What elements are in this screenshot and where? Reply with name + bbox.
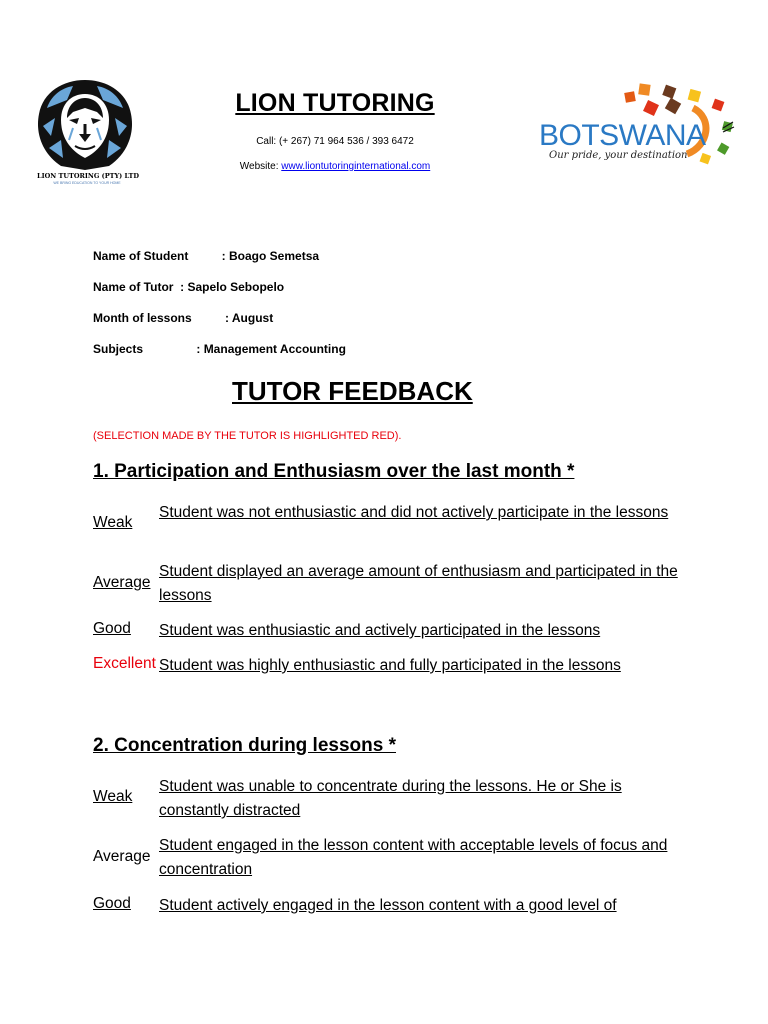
rating-label: Good xyxy=(93,895,131,912)
website-label: Website: xyxy=(239,161,279,172)
rating-label-selected: Excellent xyxy=(93,655,156,672)
rating-label: Good xyxy=(93,620,131,637)
lion-icon xyxy=(33,78,137,172)
feedback-title: TUTOR FEEDBACK xyxy=(232,376,473,406)
rating-description: Student displayed an average amount of enthusiasm and participated in the lessons xyxy=(159,563,678,604)
section-heading: 1. Participation and Enthusiasm over the last month * xyxy=(93,461,575,482)
tutor-name: Name of Tutor : Sapelo Sebopelo xyxy=(93,280,285,294)
botswana-slogan: Our pride, your destination xyxy=(549,150,688,161)
lesson-month: Month of lessons : August xyxy=(93,311,274,325)
org-title: LION TUTORING xyxy=(235,89,435,117)
contact-phone: Call: (+ 267) 71 964 536 / 393 6472 xyxy=(256,136,414,147)
rating-description: Student was unable to concentrate during the lessons. He or She is constantly distracted xyxy=(159,778,622,819)
selection-note: (SELECTION MADE BY THE TUTOR IS HIGHLIGHTED RED). xyxy=(93,430,402,442)
rating-description: Student was enthusiastic and actively participated in the lessons xyxy=(159,622,601,639)
logo-tagline: WE BRING EDUCATION TO YOUR HOME xyxy=(53,181,121,185)
rating-description: Student was not enthusiastic and did not actively participate in the lessons xyxy=(159,504,669,521)
section-heading: 2. Concentration during lessons * xyxy=(93,735,396,756)
logo-brand-text: LION TUTORING (PTY) LTD xyxy=(37,172,139,180)
rating-description: Student actively engaged in the lesson content with a good level of xyxy=(159,897,617,914)
rating-label: Weak xyxy=(93,788,133,805)
contact-website xyxy=(180,161,490,172)
rating-label: Average xyxy=(93,574,151,591)
rating-label: Weak xyxy=(93,514,133,531)
rating-description: Student was highly enthusiastic and fully participated in the lessons xyxy=(159,657,621,674)
rating-label: Average xyxy=(93,848,151,865)
rating-description: Student engaged in the lesson content with acceptable levels of focus and concentration xyxy=(159,837,668,878)
student-name: Name of Student : Boago Semetsa xyxy=(93,249,320,263)
botswana-wordmark: BOTSWANA xyxy=(539,119,706,152)
botswana-logo xyxy=(537,82,742,172)
website-link[interactable]: www.liontutoringinternational.com xyxy=(281,161,431,172)
subjects: Subjects : Management Accounting xyxy=(93,342,346,356)
lion-tutoring-logo xyxy=(33,78,137,186)
